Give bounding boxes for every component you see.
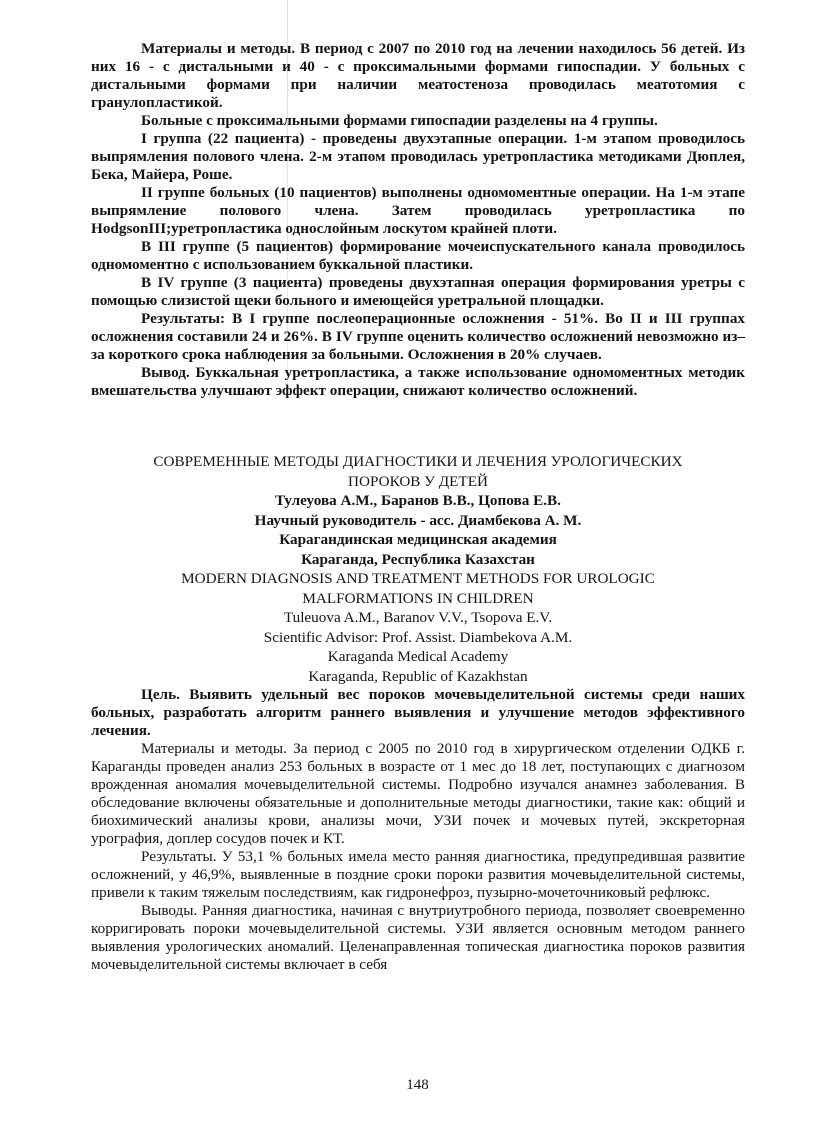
paragraph-materials-methods-2: Материалы и методы. За период с 2005 по 2010 год в хирургическом отделении ОДКБ г. Караганды проведен анализ 253 больных в возрасте от 1 мес до 18 лет, поступающих с диагнозом врожденная аномалия мочевыделительной системы. Подробно изучался анамнез заболевания. В обследование включены обязательные и дополнительные методы диагностики, такие как: общий и биохимический анализы крови, анализы мочи, УЗИ почек и мочевых путей, экскреторная урография, доплер сосудов почек и КТ. [91,740,745,847]
document-page [91,40,745,974]
authors-ru: Тулеуова А.М., Баранов В.В., Цопова Е.В. [275,492,561,509]
article-title-en-line2: MALFORMATIONS IN CHILDREN [302,589,534,607]
paragraph-group-2: II группе больных (10 пациентов) выполнены одномоментные операции. На 1-м этапе выпрямление полового члена. Затем проводилась уретропластика по HodgsonIII;уретропластика однослойным лоскутом крайней плоти. [91,184,745,237]
advisor-en: Scientific Advisor: Prof. Assist. Diambekova A.M. [263,628,573,646]
authors-en: Tuleuova A.M., Baranov V.V., Tsopova E.V. [283,609,553,626]
section-spacer [91,400,745,452]
advisor-ru: Научный руководитель - асс. Диамбекова А. М. [254,511,582,529]
article-title-en-line1: MODERN DIAGNOSIS AND TREATMENT METHODS FOR UROLOGIC [181,570,655,587]
paragraph-aim: Цель. Выявить удельный вес пороков мочевыделительной системы среди наших больных, разработать алгоритм раннего выявления и улучшение методов эффективного лечения. [91,686,745,739]
institution-ru: Карагандинская медицинская академия [279,531,557,548]
page-number: 148 [406,1077,429,1093]
paragraph-conclusion: Вывод. Буккальная уретропластика, а также использование одномоментных методик вмешательства улучшают эффект операции, снижают количество осложнений. [91,364,745,399]
paragraph-group-4: В IV группе (3 пациента) проведены двухэтапная операция формирования уретры с помощью слизистой щеки больного и имеющейся уретральной площадки. [91,274,745,309]
paragraph-results: Результаты: В I группе послеоперационные осложнения - 51%. Во II и III группах осложнения составили 24 и 26%. В IV группе оценить количество осложнений невозможно из–за короткого срока наблюдения за больными. Осложнения в 20% случаев. [91,310,745,363]
paragraph-materials-methods: Материалы и методы. В период с 2007 по 2010 год на лечении находилось 56 детей. Из них 16 - с дистальными и 40 - с проксимальными формами гипоспадии. У больных с дистальными формами при наличии меатостеноза проводилась меатотомия с гранулопластикой. [91,40,745,111]
institution-en: Karaganda Medical Academy [327,648,509,665]
article-title-ru-line2: ПОРОКОВ У ДЕТЕЙ [348,472,488,490]
paragraph-group-1: I группа (22 пациента) - проведены двухэтапные операции. 1-м этапом проводилось выпрямления полового члена. 2-м этапом проводилась уретропластика методиками Дюплея, Бека, Майера, Роше. [91,130,745,183]
article-title-ru-line1: СОВРЕМЕННЫЕ МЕТОДЫ ДИАГНОСТИКИ И ЛЕЧЕНИЯ УРОЛОГИЧЕСКИХ [153,453,683,470]
article-header [91,452,745,686]
paragraph-groups: Больные с проксимальными формами гипоспадии разделены на 4 группы. [141,112,658,129]
article-body [91,686,745,974]
city-en: Karaganda, Republic of Kazakhstan [308,667,528,685]
paragraph-group-3: В III группе (5 пациентов) формирование мочеиспускательного канала проводилось одномоментно с использованием буккальной пластики. [91,238,745,273]
abstract-continuation [91,40,745,400]
paragraph-results-2: Результаты. У 53,1 % больных имела место ранняя диагностика, предупредившая развитие осложнений, у 46,9%, выявленные в поздние сроки пороки развития мочевыделительной системы, привели к таким тяжелым последствиям, как гидронефроз, пузырно-мочеточниковый рефлюкс. [91,848,745,901]
paragraph-conclusions-2: Выводы. Ранняя диагностика, начиная с внутриутробного периода, позволяет своевременно корригировать пороки мочевыделительной системы. УЗИ является основным методом раннего выявления урологических аномалий. Целенаправленная топическая диагностика пороков развития мочевыделительной системы включает в себя [91,902,745,973]
city-ru: Караганда, Республика Казахстан [301,550,535,568]
